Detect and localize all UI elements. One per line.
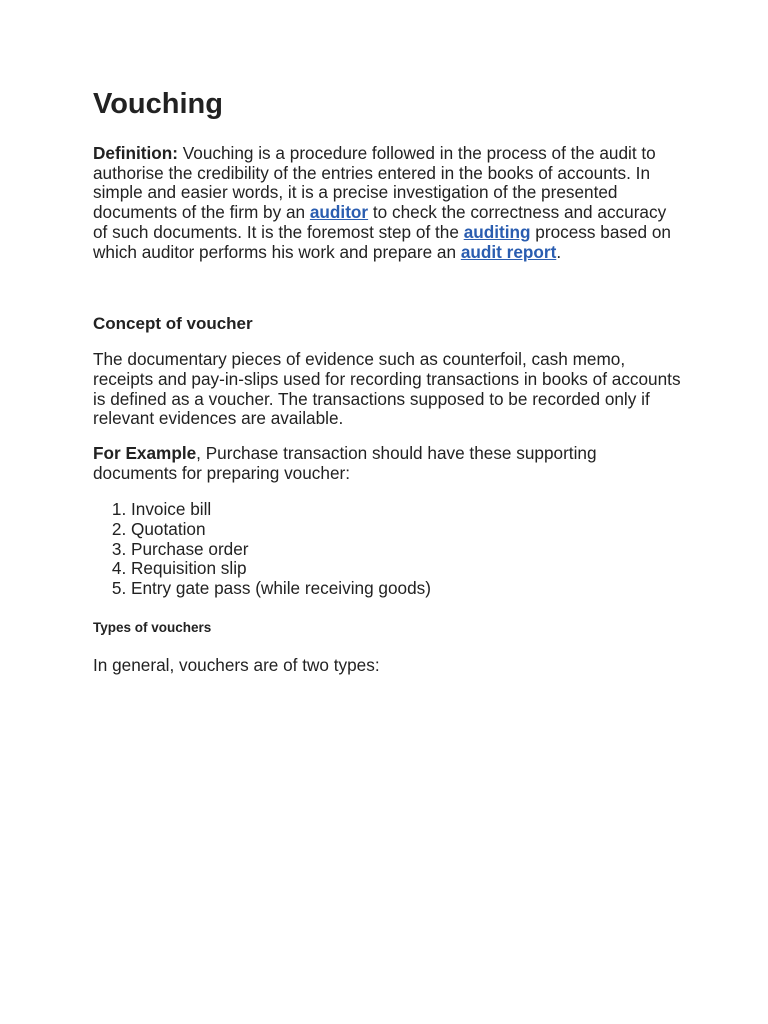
- definition-text-3: process based on which auditor performs his work and prepare an: [93, 221, 671, 262]
- definition-text-4: .: [556, 241, 562, 262]
- document-page: [93, 86, 683, 676]
- concept-paragraph: The documentary pieces of evidence such as counterfoil, cash memo, receipts and pay-in-slips used for recording transactions in books of accounts is defined as a voucher. The transactions supposed to be recorded only if relevant evidences are available.: [93, 349, 681, 429]
- example-label: For Example: [93, 443, 197, 464]
- list-item: 2. Quotation: [131, 520, 683, 540]
- list-item: 5. Entry gate pass (while receiving goods): [131, 579, 683, 599]
- page-title: Vouching: [93, 88, 223, 120]
- example-paragraph: [93, 444, 683, 483]
- audit-report-link[interactable]: audit report: [460, 241, 557, 262]
- concept-heading: Concept of voucher: [93, 314, 253, 334]
- types-intro: In general, vouchers are of two types:: [93, 655, 380, 676]
- definition-text-1: Vouching is a procedure followed in the process of the audit to authorise the credibility of the entries entered in the books of accounts. In simple and easier words, it is a precise investigation of the presented documents of the firm by an: [93, 143, 656, 223]
- documents-list: [93, 500, 683, 598]
- types-heading: Types of vouchers: [93, 620, 212, 636]
- list-item: 1. Invoice bill: [131, 500, 683, 520]
- example-text: , Purchase transaction should have these supporting documents for preparing voucher:: [93, 443, 597, 483]
- auditor-link[interactable]: auditor: [309, 202, 369, 223]
- definition-text-2: to check the correctness and accuracy of such documents. It is the foremost step of the: [93, 202, 667, 242]
- auditing-link[interactable]: auditing: [463, 221, 531, 242]
- definition-label: Definition:: [93, 143, 178, 163]
- list-item: 3. Purchase order: [131, 540, 683, 560]
- definition-paragraph: [93, 144, 683, 262]
- list-item: 4. Requisition slip: [131, 559, 683, 579]
